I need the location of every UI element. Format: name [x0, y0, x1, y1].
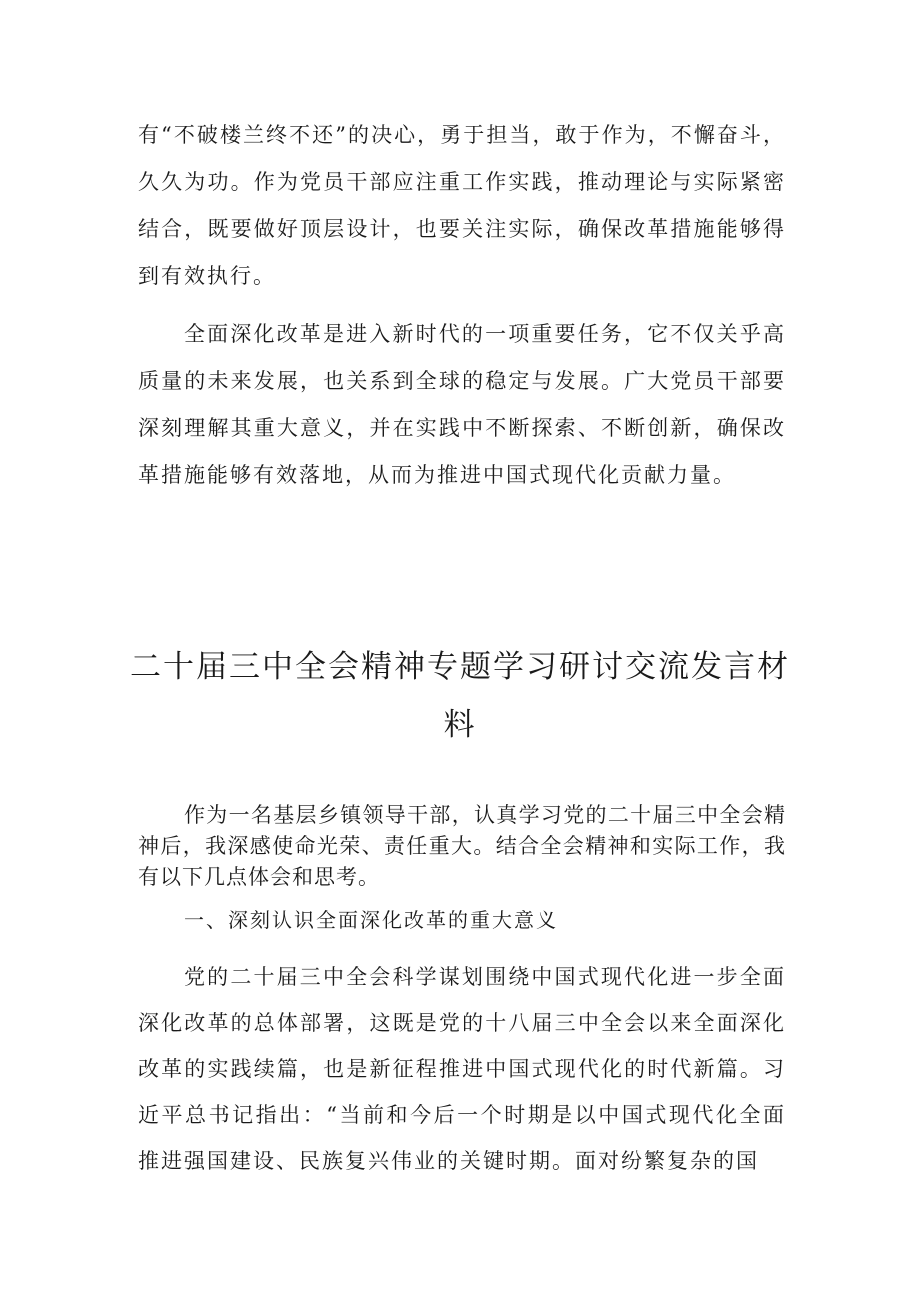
conclusion-paragraph: 全面深化改革是进入新时代的一项重要任务，它不仅关乎高质量的未来发展，也关系到全球的稳定与发展。广大党员干部要深刻理解其重大意义，并在实践中不断探索、不断创新，确保改革措施能够有效落地，从而为推进中国式现代化贡献力量。 — [138, 322, 786, 487]
document-title: 二十届三中全会精神专题学习研讨交流发言材料 — [130, 649, 790, 743]
section-heading-1: 一、深刻认识全面深化改革的重大意义 — [184, 908, 558, 932]
continued-paragraph: 有“不破楼兰终不还”的决心，勇于担当，敢于作为，不懈奋斗，久久为功。作为党员干部应注重工作实践，推动理论与实际紧密结合，既要做好顶层设计，也要关注实际，确保改革措施能够得到有效执行。 — [138, 123, 786, 288]
intro-paragraph: 作为一名基层乡镇领导干部，认真学习党的二十届三中全会精神后，我深感使命光荣、责任重大。结合全会精神和实际工作，我有以下几点体会和思考。 — [138, 803, 786, 889]
section-1-paragraph: 党的二十届三中全会科学谋划围绕中国式现代化进一步全面深化改革的总体部署，这既是党的十八届三中全会以来全面深化改革的实践续篇，也是新征程推进中国式现代化的时代新篇。习近平总书记指出：“当前和今后一个时期是以中国式现代化全面推进强国建设、民族复兴伟业的关键时期。面对纷繁复杂的国 — [138, 965, 786, 1173]
